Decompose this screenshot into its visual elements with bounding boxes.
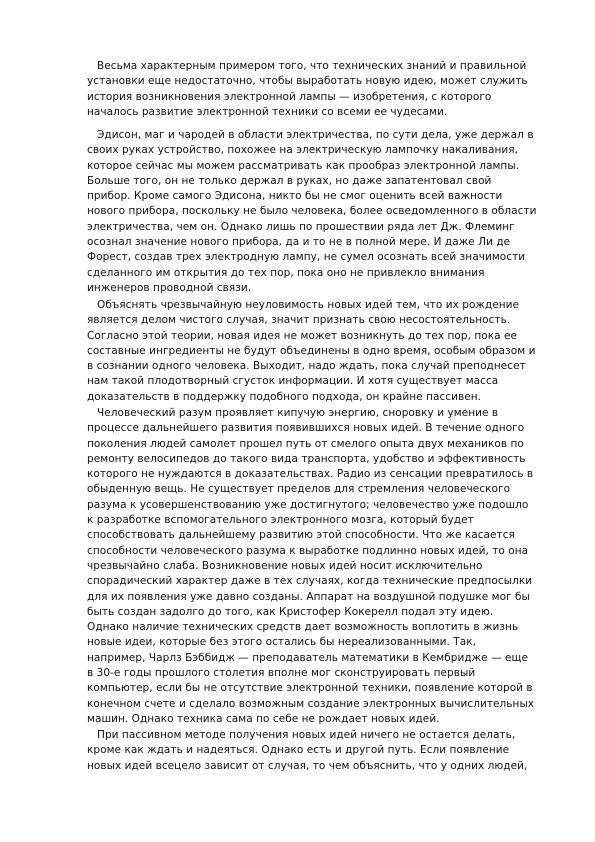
paragraph-electron-tube	[87, 59, 557, 120]
text-line: прибор. Кроме самого Эдисона, никто бы не смог оценить всей важности	[87, 190, 503, 203]
text-line: осознал значение нового прибора, да и то не в полной мере. И даже Ли де	[87, 236, 511, 249]
paragraph-chance-theory	[87, 298, 557, 405]
text-line: кроме как ждать и надеяться. Однако есть и другой путь. Если появление	[87, 744, 510, 757]
text-line: доказательств в поддержку подобного подхода, он крайне пассивен.	[87, 390, 482, 403]
text-line: быть создан задолго до того, как Кристофер Кокерелл подал эту идею.	[87, 605, 494, 618]
text-line: установки еще недостаточно, чтобы выработать новую идею, может служить	[87, 75, 528, 88]
text-line: в сознании одного человека. Выходит, надо ждать, пока случай преподнесет	[87, 360, 526, 373]
text-line: способствовать дальнейшему развитию этой способности. Что же касается	[87, 529, 515, 542]
text-line: своих руках устройство, похожее на электрическую лампочку накаливания,	[87, 144, 519, 157]
text-line: Весьма характерным примером того, что технических знаний и правильной	[97, 60, 527, 72]
text-line: составные ингредиенты не будут объединены в одно время, особым образом и	[87, 344, 536, 357]
text-line: электричества, чем он. Однако лишь по прошествии ряда лет Дж. Флеминг	[87, 220, 515, 233]
text-line: нового прибора, поскольку не было человека, более осведомленного в области	[87, 205, 537, 218]
text-line: Однако наличие технических средств дает возможность воплотить в жизнь	[87, 621, 519, 634]
text-line: нам такой плодотворный сгусток информации. И хотя существует масса	[87, 375, 499, 388]
text-line: новых идей всецело зависит от случая, то чем объяснить, что у одних людей,	[87, 759, 528, 772]
text-line: способности человеческого разума к выработке подлинно новых идей, то она	[87, 544, 529, 557]
text-line: Согласно этой теории, новая идея не может возникнуть до тех пор, пока ее	[87, 329, 518, 342]
text-line: Форест, создав трех электродную лампу, не сумел осознать всей значимости	[87, 251, 526, 264]
text-line: ремонту велосипедов до такого вида транспорта, удобство и эффективность	[87, 452, 526, 465]
text-line: Человеческий разум проявляет кипучую энергию, сноровку и умение в	[97, 407, 499, 419]
text-line: конечном счете и сделало возможным создание электронных вычислительных	[87, 697, 535, 710]
text-line: которое сейчас мы можем рассматривать как прообраз электронной лампы.	[87, 159, 520, 172]
text-line: поколения людей самолет прошел путь от смелого опыта двух механиков по	[87, 437, 524, 450]
text-line: история возникновения электронной лампы — изобретения, с которого	[87, 90, 492, 103]
text-line: является делом чистого случая, значит признать свою несостоятельность.	[87, 314, 511, 327]
text-line: При пассивном методе получения новых идей ничего не остается делать,	[97, 729, 516, 741]
text-line: инженеров проводной связи.	[87, 281, 252, 294]
paragraph-passive-method	[87, 728, 557, 774]
paragraph-edison	[87, 128, 557, 296]
text-line: компьютер, если бы не отсутствие электронной техники, появление которой в	[87, 682, 533, 695]
text-line: началось развитие электронной техники со всеми ее чудесами.	[87, 105, 448, 118]
paragraph-human-mind	[87, 406, 557, 727]
text-line: в 30-е годы прошлого столетия вполне мог сконструировать первый	[87, 667, 476, 680]
text-line: сделанного им открытия до тех пор, пока оно не привлекло внимания	[87, 266, 485, 279]
text-line: спорадический характер даже в тех случаях, когда технические предпосылки	[87, 575, 533, 588]
text-line: например, Чарлз Бэббидж — преподаватель математики в Кембридже — еще	[87, 651, 528, 664]
text-line: Больше того, он не только держал в руках, но даже запатентовал свой	[87, 174, 492, 187]
text-line: которого не нуждаются в доказательствах. Радио из сенсации превратилось в	[87, 468, 534, 481]
text-line: для их появления уже давно созданы. Аппарат на воздушной подушке мог бы	[87, 590, 530, 603]
text-line: машин. Однако техника сама по себе не рождает новых идей.	[87, 712, 440, 725]
text-line: обыденную вещь. Не существует пределов для стремления человеческого	[87, 483, 511, 496]
text-line: к разработке вспомогательного электронного мозга, который будет	[87, 514, 474, 527]
text-line: процессе дальнейшего развития появившихся новых идей. В течение одного	[87, 422, 525, 435]
text-line: разума к усовершенствованию уже достигнутого; человечество уже подошло	[87, 498, 529, 511]
text-line: новые идеи, которые без этого остались бы нереализованными. Так,	[87, 636, 477, 649]
text-line: Эдисон, маг и чародей в области электричества, по сути дела, уже держал в	[97, 129, 534, 141]
text-line: чрезвычайно слаба. Возникновение новых идей носит исключительно	[87, 559, 483, 572]
text-line: Объяснять чрезвычайную неуловимость новых идей тем, что их рождение	[97, 299, 520, 311]
